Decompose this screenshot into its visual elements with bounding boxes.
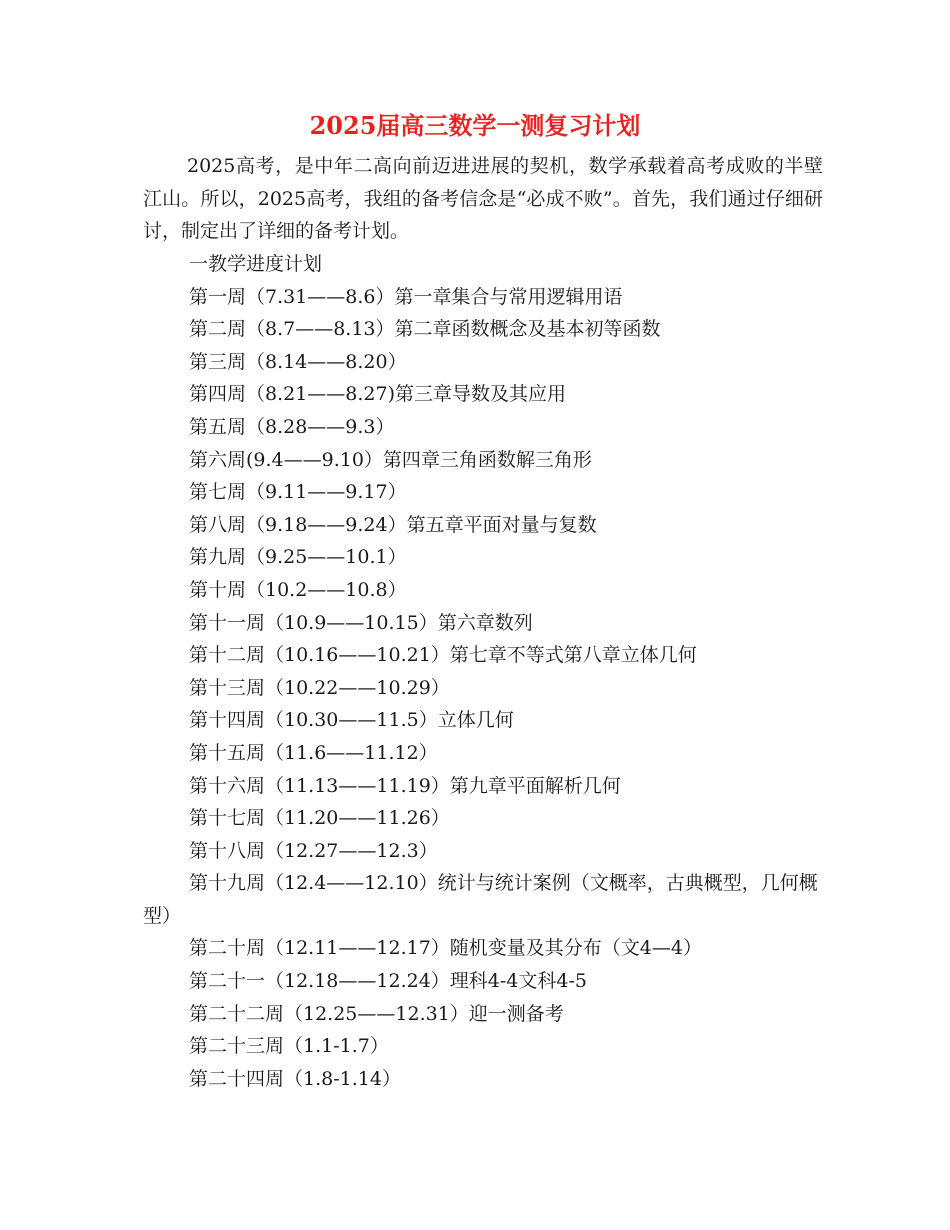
schedule-list: [143, 248, 833, 1095]
section-heading: 一教学进度计划: [189, 253, 323, 275]
week-item: 第四周（8.21——8.27)第三章导数及其应用: [189, 383, 567, 406]
week-item: 第八周（9.18——9.24）第五章平面对量与复数: [189, 513, 597, 536]
week-item: 第二十三周（1.1-1.7）: [189, 1035, 389, 1058]
week-item: 第十九周（12.4——12.10）统计与统计案例（文概率，古典概型，几何概型）: [143, 872, 818, 927]
week-item: 第一周（7.31——8.6）第一章集合与常用逻辑用语: [189, 285, 623, 308]
week-item: 第十五周（11.6——11.12）: [189, 741, 438, 764]
week-item: 第三周（8.14——8.20）: [189, 350, 407, 373]
week-item: 第十四周（10.30——11.5）立体几何: [189, 709, 514, 732]
document-title: 2025届高三数学一测复习计划: [309, 111, 641, 140]
week-item: 第十周（10.2——10.8）: [189, 578, 407, 601]
week-item: 第十二周（10.16——10.21）第七章不等式第八章立体几何: [189, 644, 697, 667]
week-item: 第十七周（11.20——11.26）: [189, 807, 450, 830]
week-item: 第七周（9.11——9.17）: [189, 481, 407, 504]
week-item: 第十一周（10.9——10.15）第六章数列: [189, 611, 533, 634]
intro-paragraph: 2025高考，是中年二高向前迈进进展的契机，数学承载着高考成败的半壁江山。所以，2025高考，我组的备考信念是“必成不败”。首先，我们通过仔细研讨，制定出了详细的备考计划。: [143, 155, 823, 242]
week-item: 第二周（8.7——8.13）第二章函数概念及基本初等函数: [189, 318, 661, 341]
week-item: 第二十一（12.18——12.24）理科4-4文科4-5: [189, 970, 587, 993]
week-item: 第二十二周（12.25——12.31）迎一测备考: [189, 1002, 564, 1025]
week-item: 第五周（8.28——9.3）: [189, 415, 395, 438]
week-item: 第十六周（11.13——11.19）第九章平面解析几何: [189, 774, 621, 797]
week-item: 第十三周（10.22——10.29）: [189, 676, 450, 699]
week-item: 第九周（9.25——10.1）: [189, 546, 407, 569]
week-item: 第二十四周（1.8-1.14）: [189, 1067, 401, 1090]
week-item: 第六周(9.4——9.10）第四章三角函数解三角形: [189, 448, 592, 471]
week-item: 第二十周（12.11——12.17）随机变量及其分布（文4—4）: [189, 937, 702, 960]
week-item: 第十八周（12.27——12.3）: [189, 839, 438, 862]
